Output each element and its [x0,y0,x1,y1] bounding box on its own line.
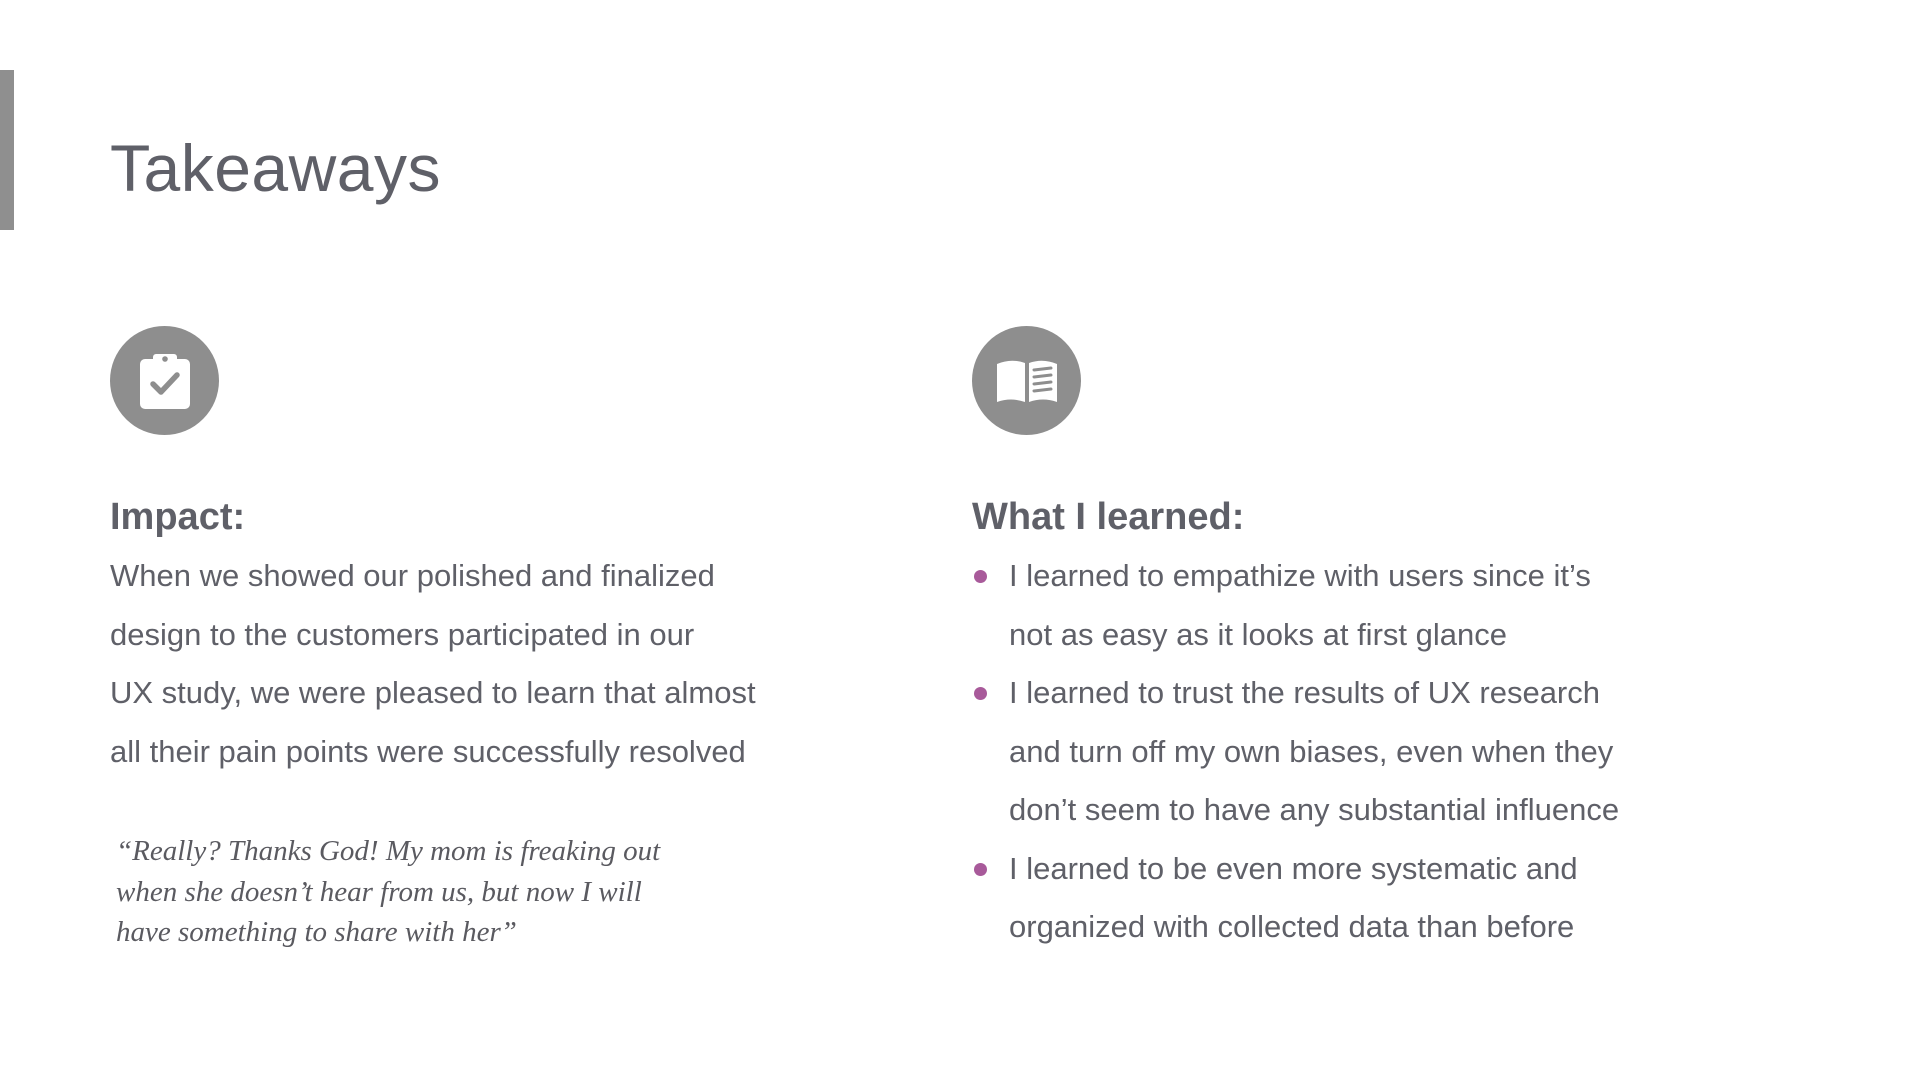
learned-item [972,547,1712,664]
quote-line: “Really? Thanks God! My mom is freaking out [116,835,661,867]
impact-heading: Impact: [110,496,246,538]
learned-section [972,326,1732,957]
page-title: Takeaways [110,131,441,205]
learned-line: organized with collected data than before [1009,909,1575,944]
quote-line: when she doesn’t hear from us, but now I will [116,875,642,908]
customer-quote [116,831,756,953]
learned-list [972,547,1712,957]
impact-description [110,547,830,781]
quote-line: have something to share with her” [116,916,517,948]
impact-line: When we showed our polished and finalized [110,558,715,593]
learned-line: don’t seem to have any substantial influence [1009,792,1620,827]
learned-line: I learned to be even more systematic and [1009,850,1578,886]
clipboard-check-icon [110,326,219,435]
learned-item [972,840,1712,957]
impact-line: design to the customers participated in our [110,616,695,652]
open-book-glyph [994,357,1060,405]
impact-section [110,326,870,953]
learned-item [972,664,1712,840]
learned-line: I learned to trust the results of UX research [1009,675,1600,710]
accent-bar [0,70,14,230]
open-book-icon [972,326,1081,435]
learned-line: I learned to empathize with users since it’s [1009,558,1591,593]
clipboard-check-glyph [138,351,192,411]
learned-line: not as easy as it looks at first glance [1009,616,1507,652]
impact-line: all their pain points were successfully resolved [110,733,746,769]
learned-line: and turn off my own biases, even when they [1009,733,1614,769]
impact-line: UX study, we were pleased to learn that almost [110,675,756,710]
learned-heading: What I learned: [972,496,1245,538]
